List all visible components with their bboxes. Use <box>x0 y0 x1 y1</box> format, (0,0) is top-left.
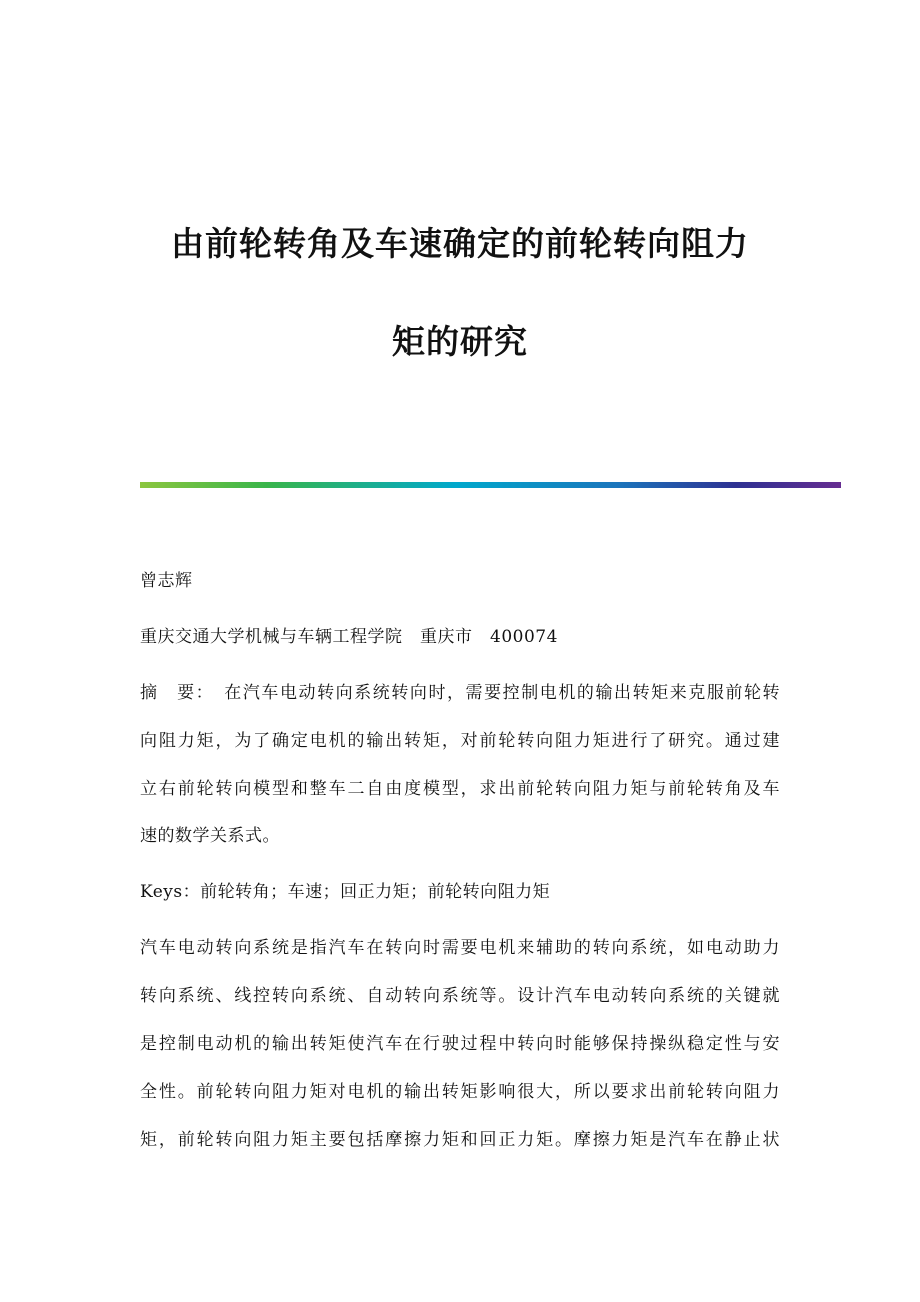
body-paragraph-line: 转向系统、线控转向系统、自动转向系统等。设计汽车电动转向系统的关键就 <box>140 986 780 1006</box>
body-paragraph-line: 汽车电动转向系统是指汽车在转向时需要电机来辅助的转向系统，如电动助力 <box>140 938 780 958</box>
abstract-line: 速的数学关系式。 <box>140 826 280 846</box>
body-paragraph-line: 全性。前轮转向阻力矩对电机的输出转矩影响很大，所以要求出前轮转向阻力 <box>140 1082 780 1102</box>
abstract-line: 立右前轮转向模型和整车二自由度模型，求出前轮转向阻力矩与前轮转角及车 <box>140 779 780 799</box>
body-paragraph-line: 是控制电动机的输出转矩使汽车在行驶过程中转向时能够保持操纵稳定性与安 <box>140 1034 780 1054</box>
author-name: 曾志辉 <box>140 571 193 591</box>
title-divider-gradient <box>140 482 841 488</box>
abstract-line: 向阻力矩，为了确定电机的输出转矩，对前轮转向阻力矩进行了研究。通过建 <box>140 731 780 751</box>
keywords-line: Keys：前轮转角；车速；回正力矩；前轮转向阻力矩 <box>140 882 551 902</box>
body-paragraph-line: 矩，前轮转向阻力矩主要包括摩擦力矩和回正力矩。摩擦力矩是汽车在静止状 <box>140 1130 780 1150</box>
paper-title-line-1: 由前轮转角及车速确定的前轮转向阻力 <box>171 224 749 263</box>
author-affiliation: 重庆交通大学机械与车辆工程学院 重庆市 400074 <box>140 627 558 647</box>
abstract-line: 摘 要： 在汽车电动转向系统转向时，需要控制电机的输出转矩来克服前轮转 <box>140 683 780 703</box>
paper-title-line-2: 矩的研究 <box>392 322 528 361</box>
